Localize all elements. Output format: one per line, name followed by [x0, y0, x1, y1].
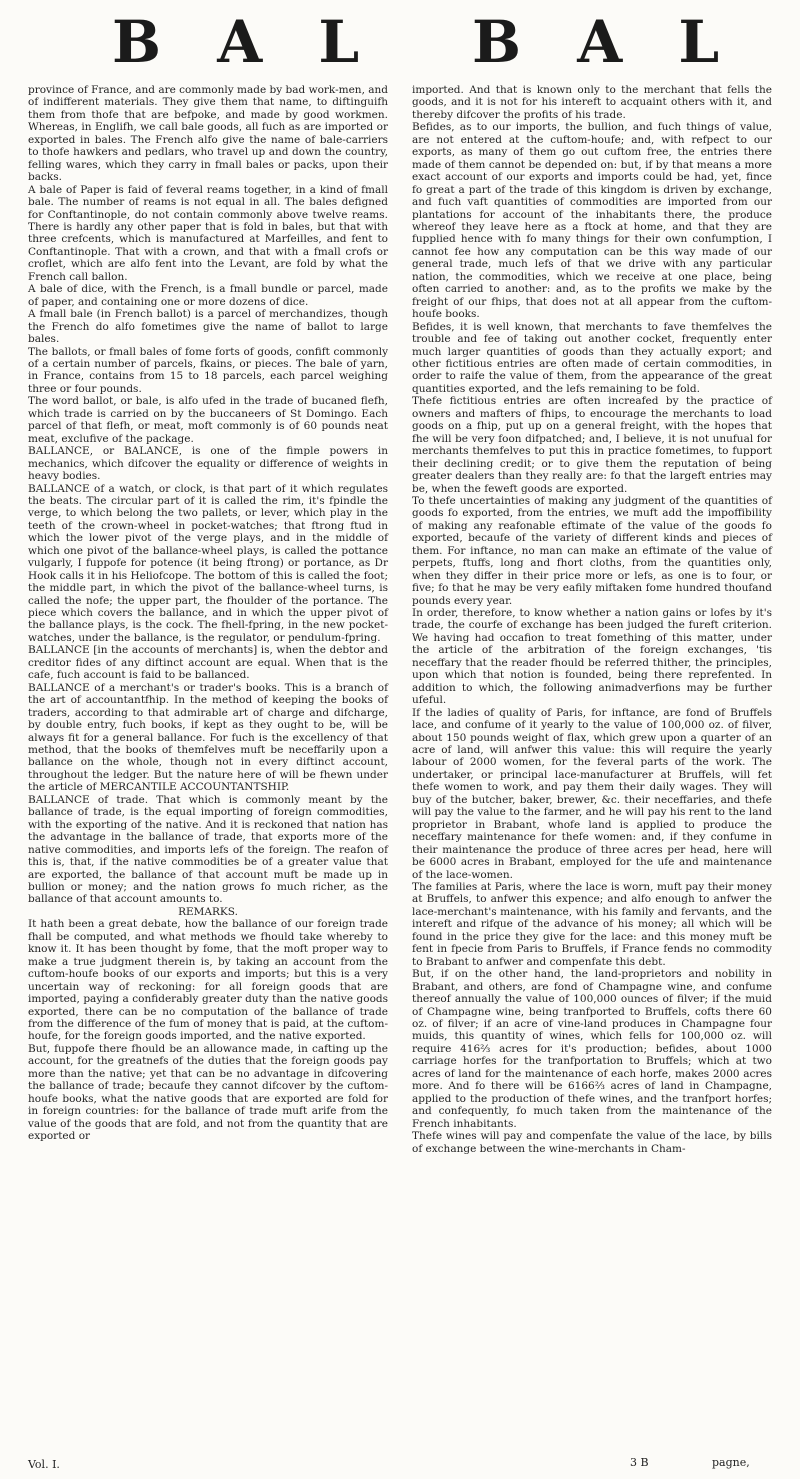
paragraph: To thefe uncertainties of making any judgment of the quantities of goods fo exported, from the entries, we muft add the impoffibility of making any reafonable eftimate of the value of the goods fo exported, becaufe of the variety of different kinds and pieces of them. For inftance, no man can make an eftimate of the value of perpets, ftuffs, long and fhort cloths, from the quantities only, when they differ in their price more or lefs, as one is to four, or five; fo that he may be very eafily miftaken fome hundred thoufand pounds every year. [412, 494, 772, 607]
entry-ballance: BALLANCE, or BALANCE, is one of the fimple powers in mechanics, which difcover the equality or difference of weights in heavy bodies. [28, 445, 388, 483]
running-head-left: B A L [112, 8, 378, 76]
right-column [412, 84, 772, 1155]
paragraph: imported. And that is known only to the merchant that fells the goods, and it is not for his intereft to acquaint others with it, and thereby difcover the profits of his trade. [412, 84, 772, 121]
remarks-heading: REMARKS. [178, 905, 238, 918]
paragraph: Thefe fictitious entries are often increafed by the practice of owners and mafters of fhips, to encourage the merchants to load goods on a fhip, put up on a general freight, with the hopes that fhe will be very foon difpatched; and, I believe, it is not unufual for merchants themfelves to put this in practice fometimes, to fupport their declining credit; or to give them the reputation of being greater dealers than they really are: fo that the largeft entries may be, when the feweft goods are exported. [412, 395, 772, 495]
entry-ballance-accounts: BALLANCE [in the accounts of merchants] is, when the debtor and creditor fides of any diftinct account are equal. When that is the cafe, fuch account is faid to be ballanced. [28, 644, 388, 682]
volume-label: Vol. I. [28, 1458, 60, 1471]
paragraph: But, fuppofe there fhould be an allowance made, in cafting up the account, for the greatnefs of the duties that the foreign goods pay more than the native; yet that can be no advantage in difcovering the ballance of trade; becaufe they cannot difcover by the cuftom-houfe books, what the native goods that are exported are fold for in foreign countries: for the ballance of trade muft arife from the value of the goods that are fold, and not from the quantity that are exported or [28, 1042, 388, 1143]
paragraph: Thefe wines will pay and compenfate the value of the lace, by bills of exchange between the wine-merchants in Cham- [412, 1130, 772, 1155]
catchword: pagne, [712, 1456, 750, 1469]
paragraph: It hath been a great debate, how the ballance of our foreign trade fhall be computed, and what methods we fhould take whereby to know it. It has been thought by fome, that the moft proper way to make a true judgment therein is, by taking an account from the cuftom-houfe books of our exports and imports; but this is a very uncertain way of reckoning: for all foreign goods that are imported, paying a confiderably greater duty than the native goods exported, there can be no computation of the ballance of trade from the difference of the fum of money that is paid, at the cuftom-houfe, for the foreign goods imported, and the native exported. [28, 918, 388, 1043]
entry-ballance-books: BALLANCE of a merchant's or trader's books. This is a branch of the art of accountantfhip. In the method of keeping the books of traders, according to that admirable art of charge and difcharge, by double entry, fuch books, if kept as they ought to be, will be always fit for a general ballance. For fuch is the excellency of that method, that the books of themfelves muft be neceffarily upon a ballance on the whole, though not in every diftinct account, throughout the ledger. But the nature here of will be fhewn under the article of MERCANTILE ACCOUNTANTSHIP. [28, 681, 388, 794]
paragraph: province of France, and are commonly made by bad work-men, and of indifferent materials. They give them that name, to diftinguifh them from thofe that are befpoke, and made by good workmen. Whereas, in Englifh, we call bale goods, all fuch as are imported or exported in bales. The French alfo give the name of bale-carriers to thofe hawkers and pedlars, who travel up and down the country, felling wares, which they carry in fmall bales or packs, upon their backs. [28, 84, 388, 184]
left-column [28, 84, 388, 1143]
paragraph: In order, therefore, to know whether a nation gains or lofes by it's trade, the courfe of exchange has been judged the fureft criterion. We having had occafion to treat fomething of this matter, under the article of the arbitration of the foreign exchanges, 'tis neceffary that the reader fhould be referred thither, the principles, upon which that notion is founded, being there reprefented. In addition to which, the following animadverfions may be further ufeful. [412, 607, 772, 707]
signature-mark: 3 B [630, 1456, 649, 1469]
paragraph: Befides, it is well known, that merchants to fave themfelves the trouble and fee of taking out another cocket, frequently enter much larger quantities of goods than they actually export; and other fictitious entries are often made of certain commodities, in order to raife the value of them, from the appearance of the great quantities exported, and the lefs remaining to be fold. [412, 320, 772, 395]
paragraph: The word ballot, or bale, is alfo ufed in the trade of bucaned flefh, which trade is carried on by the buccaneers of St Domingo. Each parcel of that flefh, or meat, moft commonly is of 60 pounds neat meat, exclufive of the package. [28, 395, 388, 445]
paragraph: A bale of dice, with the French, is a fmall bundle or parcel, made of paper, and containing one or more dozens of dice. [28, 283, 388, 308]
entry-ballance-watch: BALLANCE of a watch, or clock, is that part of it which regulates the beats. The circular part of it is called the rim, it's fpindle the verge, to which belong the two pallets, or lever, which play in the teeth of the crown-wheel in pocket-watches; that ftrong ftud in which the lower pivot of the verge plays, and in the middle of which one pivot of the ballance-wheel plays, is called the pottance vulgarly, I fuppofe for potence (it being ftrong) or portance, as Dr Hook calls it in his Heliofcope. The bottom of this is called the foot; the middle part, in which the pivot of the ballance-wheel turns, is called the nofe; the upper part, the fhoulder of the portance. The piece which covers the ballance, and in which the upper pivot of the ballance plays, is the cock. The fhell-fpring, in the new pocket-watches, under the ballance, is the regulator, or pendulum-fpring. [28, 482, 388, 644]
entry-ballance-trade: BALLANCE of trade. That which is commonly meant by the ballance of trade, is the equal importing of foreign commodities, with the exporting of the native. And it is reckoned that nation has the advantage in the ballance of trade, that exports more of the native commodities, and imports lefs of the foreign. The reafon of this is, that, if the native commodities be of a greater value that are exported, the ballance of that account muft be made up in bullion or money; and the nation grows fo much richer, as the ballance of that account amounts to. [28, 793, 388, 906]
running-head-right: B A L [472, 8, 738, 76]
page-footer [0, 1439, 800, 1479]
paragraph: A bale of Paper is faid of feveral reams together, in a kind of fmall bale. The number of reams is not equal in all. The bales defigned for Conftantinople, do not contain commonly above twelve reams. There is hardly any other paper that is fold in bales, but that with three crefcents, which is manufactured at Marfeilles, and fent to Conftantinople. That with a crown, and that with a fmall crofs or croflet, which are alfo fent into the Levant, are fold by what the French call ballon. [28, 183, 388, 283]
paragraph: The families at Paris, where the lace is worn, muft pay their money at Bruffels, to anfwer this expence; and alfo enough to anfwer the lace-merchant's maintenance, with his family and fervants, and the intereft and rifque of the advance of his money; all which will be found in the price they give for the lace: and this money muft be fent in fpecie from Paris to Bruffels, if France fends no commodity to Brabant to anfwer and compenfate this debt. [412, 881, 772, 968]
paragraph: Befides, as to our imports, the bullion, and fuch things of value, are not entered at the cuftom-houfe; and, with refpect to our exports, as many of them go out cuftom free, the entries there made of them cannot be depended on: but, if by that means a more exact account of our exports and imports could be had, yet, fince fo great a part of the trade of this kingdom is driven by exchange, and fuch vaft quantities of commodities are imported from our plantations for account of the inhabitants there, the produce whereof they leave here as a ftock at home, and that they are fupplied hence with fo many things for their own confumption, I cannot fee how any computation can be this way made of our general trade, much lefs of that we drive with any particular nation, the commodities, which we receive at one place, being often carried to another: and, as to the profits we make by the freight of our fhips, that does not at all appear from the cuftom-houfe books. [412, 121, 772, 321]
paragraph: If the ladies of quality of Paris, for inftance, are fond of Bruffels lace, and confume of it yearly to the value of 100,000 oz. of filver, about 150 pounds weight of flax, which grew upon a quarter of an acre of land, will anfwer this value: this will require the yearly labour of 2000 women, for the feveral parts of the work. The undertaker, or principal lace-manufacturer at Bruffels, will fet thefe women to work, and pay them their daily wages. They will buy of the butcher, baker, brewer, &c. their neceffaries, and thefe will pay the value to the farmer, and he will pay his rent to the land proprietor in Brabant, whofe land is applied to produce the neceffary maintenance for thefe women: and, if they confume in their maintenance the produce of three acres per head, here will be 6000 acres in Brabant, employed for the ufe and maintenance of the lace-women. [412, 706, 772, 881]
paragraph: A fmall bale (in French ballot) is a parcel of merchandizes, though the French do alfo fometimes give the name of ballot to large bales. [28, 308, 388, 346]
paragraph: The ballots, or fmall bales of fome forts of goods, confift commonly of a certain number of parcels, fkains, or pieces. The bale of yarn, in France, contains from 15 to 18 parcels, each parcel weighing three or four pounds. [28, 345, 388, 395]
paragraph: But, if on the other hand, the land-proprietors and nobility in Brabant, and others, are fond of Champagne wine, and confume thereof annually the value of 100,000 ounces of filver; if the muid of Champagne wine, being tranfported to Bruffels, cofts there 60 oz. of filver; if an acre of vine-land produces in Champagne four muids, this quantity of wines, which fells for 100,000 oz. will require 416⅔ acres for it's production; befides, about 1000 carriage horfes for the tranfportation to Bruffels; which at two acres of land for the maintenance of each horfe, makes 2000 acres more. And fo there will be 6166⅔ acres of land in Champagne, applied to the production of thefe wines, and the tranfport horfes; and confequently, fo much taken from the maintenance of the French inhabitants. [412, 968, 772, 1130]
